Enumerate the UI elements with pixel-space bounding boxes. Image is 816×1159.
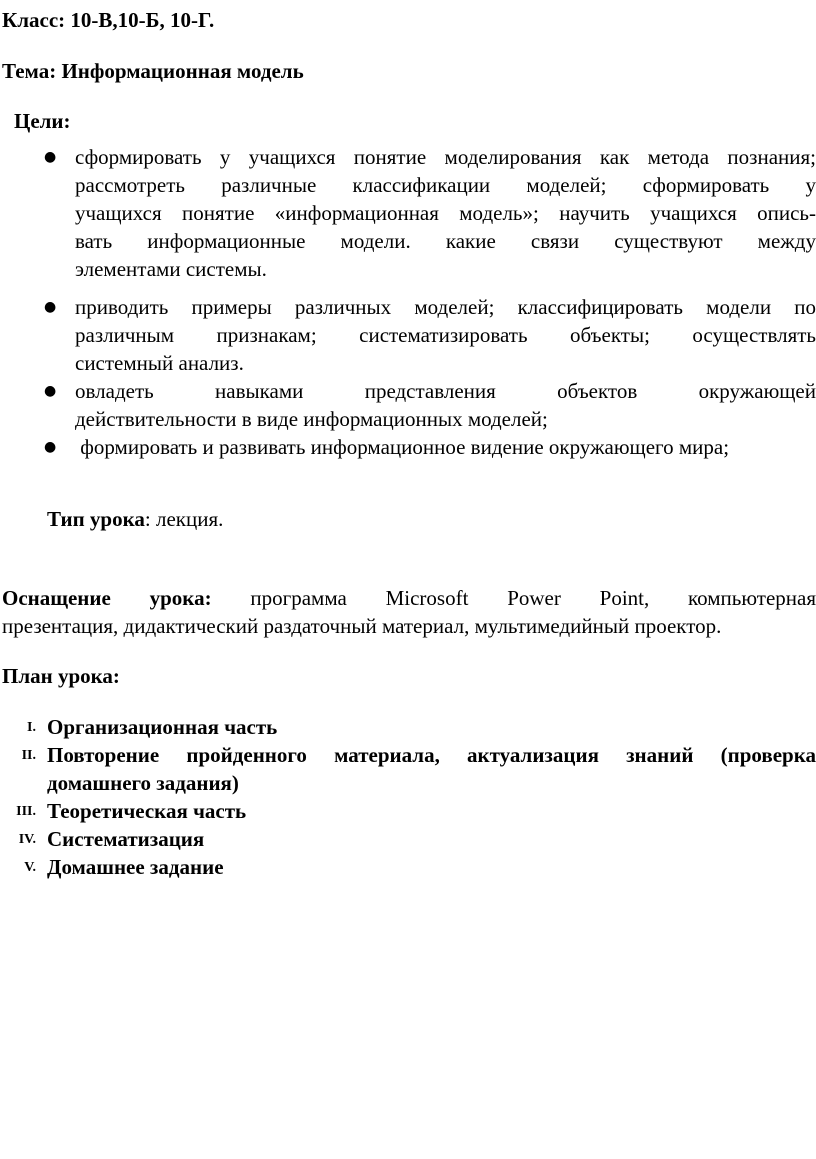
equipment-line: презентация, дидактический раздаточный материал, мультимедийный проектор. (2, 614, 722, 638)
plan-item-number: II. (21, 748, 36, 763)
goal-line: учащихся понятие «информационная модель»; научить учащихся опись- (75, 201, 816, 225)
plan-item-number: III. (16, 804, 36, 819)
equipment-block (2, 584, 816, 640)
plan-item (0, 713, 816, 741)
plan-item-number: V. (24, 860, 36, 875)
plan-item-text: Теоретическая часть (47, 799, 247, 823)
goal-line: сформировать у учащихся понятие моделирования как метода познания; (75, 145, 816, 169)
plan-heading: План урока: (2, 664, 120, 688)
goal-line: системный анализ. (75, 351, 244, 375)
bullet-icon: ● (44, 383, 57, 399)
bullet-icon: ● (44, 299, 57, 315)
plan-item-number: I. (27, 720, 36, 735)
equipment-line (2, 584, 816, 612)
equipment-label: Оснащение урока: (2, 586, 212, 610)
goal-item (44, 377, 816, 433)
topic-value: Информационная модель (61, 59, 304, 83)
topic-label: Тема: (2, 59, 57, 83)
goal-line: элементами системы. (75, 257, 267, 281)
goal-line: действительности в виде информационных моделей; (75, 407, 548, 431)
goal-item (44, 293, 816, 377)
lesson-type-label: Тип урока (47, 507, 145, 531)
plan-item (0, 741, 816, 797)
goal-line: приводить примеры различных моделей; классифицировать модели по (75, 295, 816, 319)
goal-line: овладеть навыками представления объектов окружающей (75, 379, 816, 403)
lesson-type-value: : лекция. (144, 507, 224, 531)
plan-item-text: Повторение пройденного материала, актуализация знаний (проверка (47, 743, 816, 767)
plan-item (0, 825, 816, 853)
goals-list (44, 143, 816, 461)
goal-line: формировать и развивать информационное видение окружающего мира; (75, 435, 730, 459)
plan-item (0, 853, 816, 881)
topic-line (2, 57, 304, 85)
class-line (2, 6, 214, 34)
lesson-type-line (47, 505, 223, 533)
goal-item (44, 143, 816, 283)
goals-heading: Цели: (14, 109, 71, 133)
plan-item (0, 797, 816, 825)
class-label: Класс: (2, 8, 66, 32)
bullet-icon: ● (44, 439, 57, 455)
plan-item-text: Организационная часть (47, 715, 278, 739)
bullet-icon: ● (44, 149, 57, 165)
goal-line: рассмотреть различные классификации моделей; сформировать у (75, 173, 816, 197)
plan-item-text: Систематизация (47, 827, 205, 851)
goal-line: различным признакам; систематизировать объекты; осуществлять (75, 323, 816, 347)
plan-item-text: домашнего задания) (47, 771, 239, 795)
equipment-text: программа Microsoft Power Point, компьютерная (211, 586, 816, 610)
class-value: 10-В,10-Б, 10-Г. (70, 8, 215, 32)
plan-item-number: IV. (18, 832, 36, 847)
plan-list (0, 713, 816, 881)
goal-line: вать информационные модели. какие связи существуют между (75, 229, 816, 253)
plan-item-text: Домашнее задание (47, 855, 224, 879)
goal-item (44, 433, 816, 461)
